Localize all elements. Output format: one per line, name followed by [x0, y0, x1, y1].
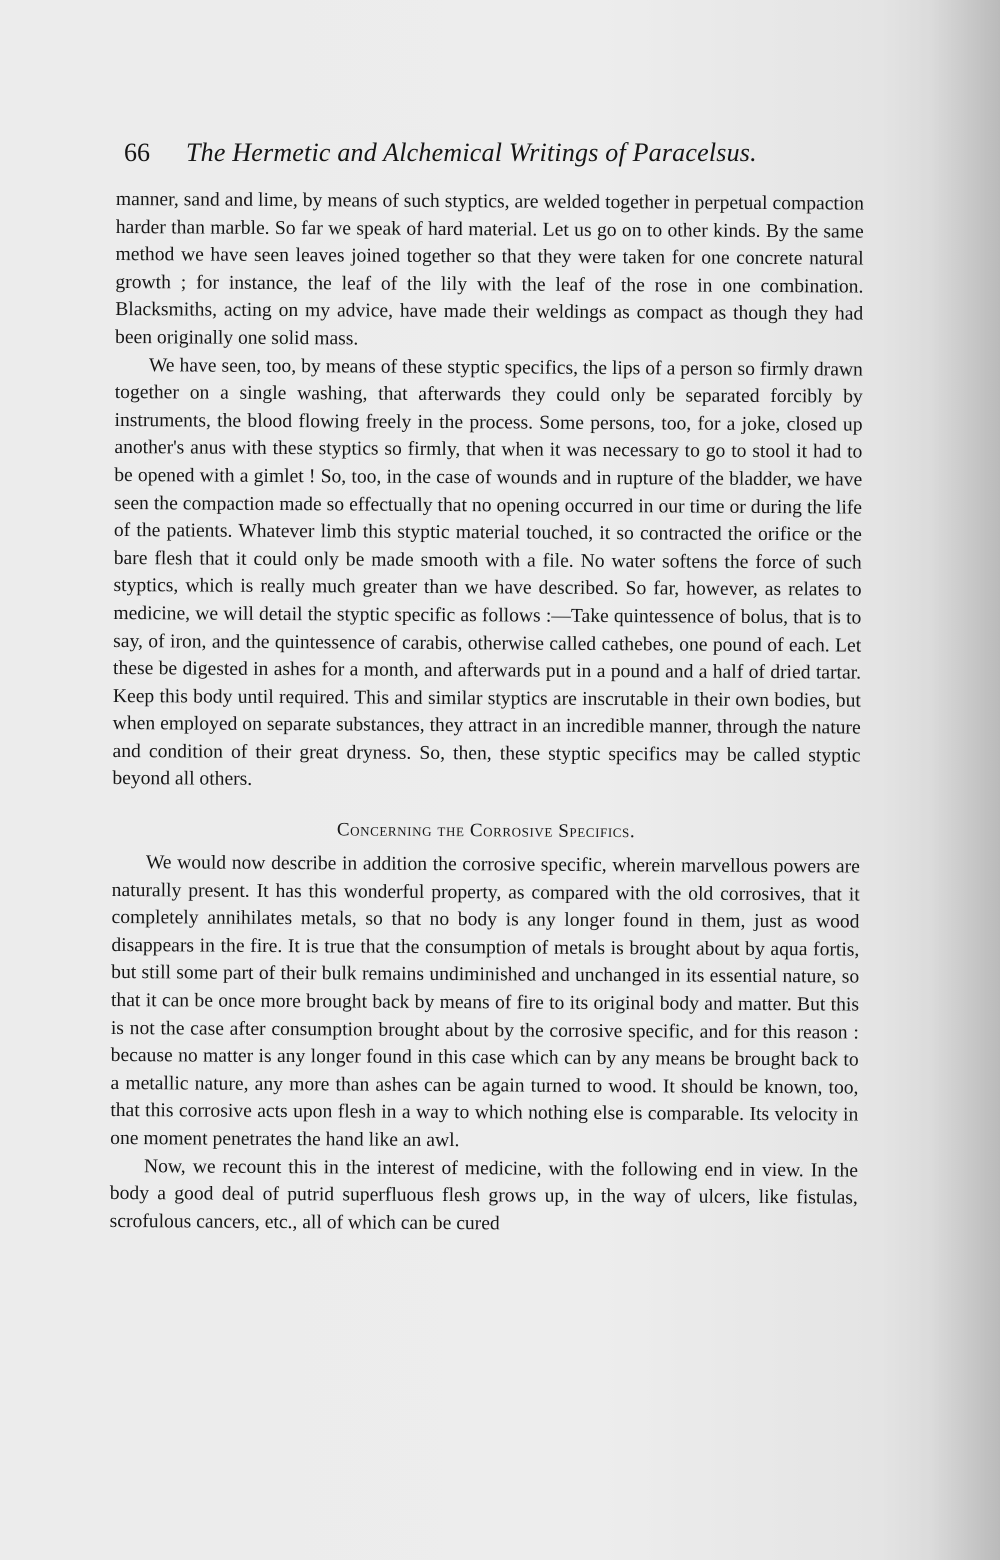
running-head — [124, 133, 814, 173]
paragraph-medicine: Now, we recount this in the interest of medicine, with the following end in view. In the body a good deal of putrid superfluous flesh grows up, in the way of ulcers, like fistulas, scrofulous cancers, etc., all of which can be cured — [109, 1155, 859, 1235]
section-heading: Concerning the Corrosive Specifics. — [336, 819, 636, 843]
paragraph-continued: manner, sand and lime, by means of such styptics, are welded together in perpetual compaction harder than marble. So far we speak of hard material. Let us go on to other kinds. By the same method we have seen leaves joined together so that they were taken for one concrete natural growth ; for instance, the leaf of the lily with the leaf of the rose in one combination. Blacksmiths, acting on my advice, have made their weldings as compact as though they had been originally one solid mass. — [115, 188, 864, 350]
text-block — [110, 186, 864, 1240]
running-title: The Hermetic and Alchemical Writings of Paracelsus. — [186, 138, 757, 167]
page-number: 66 — [124, 138, 150, 167]
paragraph-corrosive-specific: We would now describe in addition the corrosive specific, wherein marvellous powers are naturally present. It has this wonderful property, as compared with the old corrosives, that it completely annihilates metals, so that no body is any longer found in them, just as wood disappears in the fire. It is true that the consumption of metals is brought about by aqua fortis, but still some part of their bulk remains undiminished and unchanged in its essential nature, so that it can be once more brought back by means of fire to its original body and matter. But this is not the case after consumption brought about by the corrosive specific, and for this reason : because no matter is any longer found in this case which can by any means be brought back to a metallic nature, any more than ashes can be again turned to wood. It should be known, too, that this corrosive acts upon flesh in a way to which nothing else is comparable. Its velocity in one moment penetrates the hand like an awl. — [110, 852, 860, 1152]
paragraph-styptic-specifics: We have seen, too, by means of these styptic specifics, the lips of a person so firmly drawn together on a single washing, that afterwards they could only be separated forcibly by instruments, the blood flowing freely in the process. Some persons, too, for a joke, closed up another's anus with these styptics so firmly, that when it was necessary to go to stool it had to be opened with a gimlet ! So, too, in the case of wounds and in rupture of the bladder, we have seen the compaction made so effectually that no opening occurred in our time or during the life of the patients. Whatever limb this styptic material touched, it so contracted the orifice or the bare flesh that it could only be made smooth with a file. No water softens the force of such styptics, which is really much greater than we have described. So far, however, as relates to medicine, we will detail the styptic specific as follows :—Take quintessence of bolus, that is to say, of iron, and the quintessence of carabis, otherwise called cathebes, one pound of each. Let these be digested in ashes for a month, and afterwards put in a pound and a half of dried tartar. Keep this body until required. This and similar styptics are inscrutable in their own bodies, but when employed on separate substances, they attract in an incredible manner, through the nature and condition of their great dryness. So, then, these styptic specifics may be called styptic beyond all others. — [112, 354, 863, 791]
